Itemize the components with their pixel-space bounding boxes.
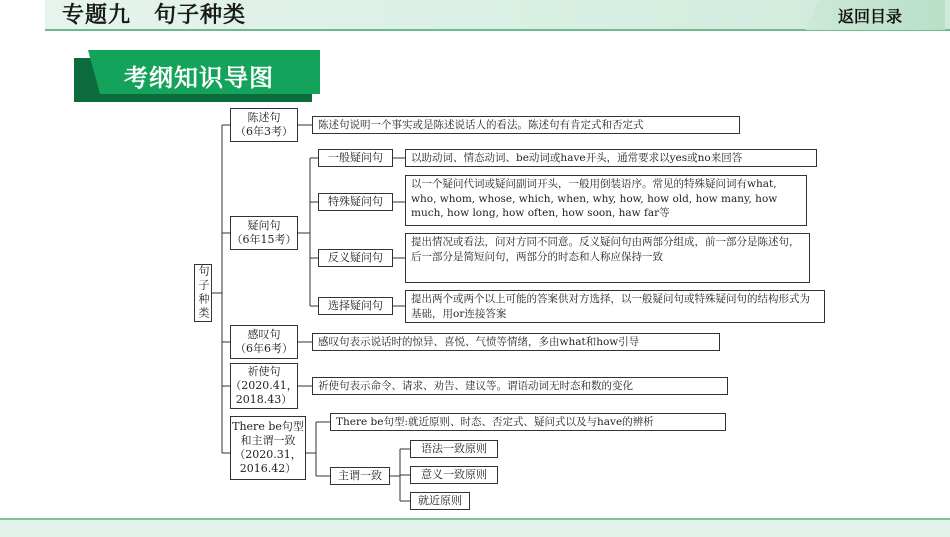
alternative-question-desc: 提出两个或两个以上可能的答案供对方选择，以一般疑问句或特殊疑问句的结构形式为基础，用or连接答案 <box>405 290 825 323</box>
alternative-question-node: 选择疑问句 <box>318 297 393 315</box>
imperative-node: 祈使句 （2020.41， 2018.43） <box>230 363 298 409</box>
back-to-contents-button[interactable]: 返回目录 <box>838 7 903 26</box>
tag-question-desc: 提出情况或看法，问对方同不同意。反义疑问句由两部分组成，前一部分是陈述句，后一部分是简短问句，两部分的时态和人称应保持一致 <box>405 233 810 283</box>
footer-bar <box>0 518 950 537</box>
general-question-desc: 以助动词、情态动词、be动词或have开头，通常要求以yes或no来回答 <box>405 149 817 167</box>
agreement-rule-proximity: 就近原则 <box>410 492 470 510</box>
there-be-node: There be句型 和主谓一致 （2020.31， 2016.42） <box>230 416 306 480</box>
exclamatory-node: 感叹句 （6年6考） <box>230 325 298 359</box>
agreement-rule-grammar: 语法一致原则 <box>410 440 498 458</box>
there-be-pattern-desc: There be句型:就近原则、时态、否定式、疑问式以及与have的辨析 <box>330 413 726 431</box>
special-question-node: 特殊疑问句 <box>318 193 393 211</box>
declarative-node: 陈述句 （6年3考） <box>230 108 298 142</box>
section-label: 考纲知识导图 <box>124 64 274 92</box>
imperative-desc: 祈使句表示命令、请求、劝告、建议等。谓语动词无时态和数的变化 <box>312 377 728 395</box>
tag-question-node: 反义疑问句 <box>318 249 393 267</box>
page-title: 专题九 句子种类 <box>62 3 247 28</box>
agreement-rule-meaning: 意义一致原则 <box>410 466 498 484</box>
root-node: 句子种类 <box>194 264 212 322</box>
exclamatory-desc: 感叹句表示说话时的惊异、喜悦、气愤等情绪，多由what和how引导 <box>312 333 720 351</box>
general-question-node: 一般疑问句 <box>318 149 393 167</box>
agreement-node: 主谓一致 <box>330 467 390 485</box>
declarative-desc: 陈述句说明一个事实或是陈述说话人的看法。陈述句有肯定式和否定式 <box>312 116 740 134</box>
special-question-desc: 以一个疑问代词或疑问副词开头，一般用倒装语序。常见的特殊疑问词有what, who, whom, whose, which, when, why, how, how old, how many, how much, how long, how often, how soon, haw far等 <box>405 175 807 226</box>
interrogative-node: 疑问句 （6年15考） <box>230 216 298 250</box>
